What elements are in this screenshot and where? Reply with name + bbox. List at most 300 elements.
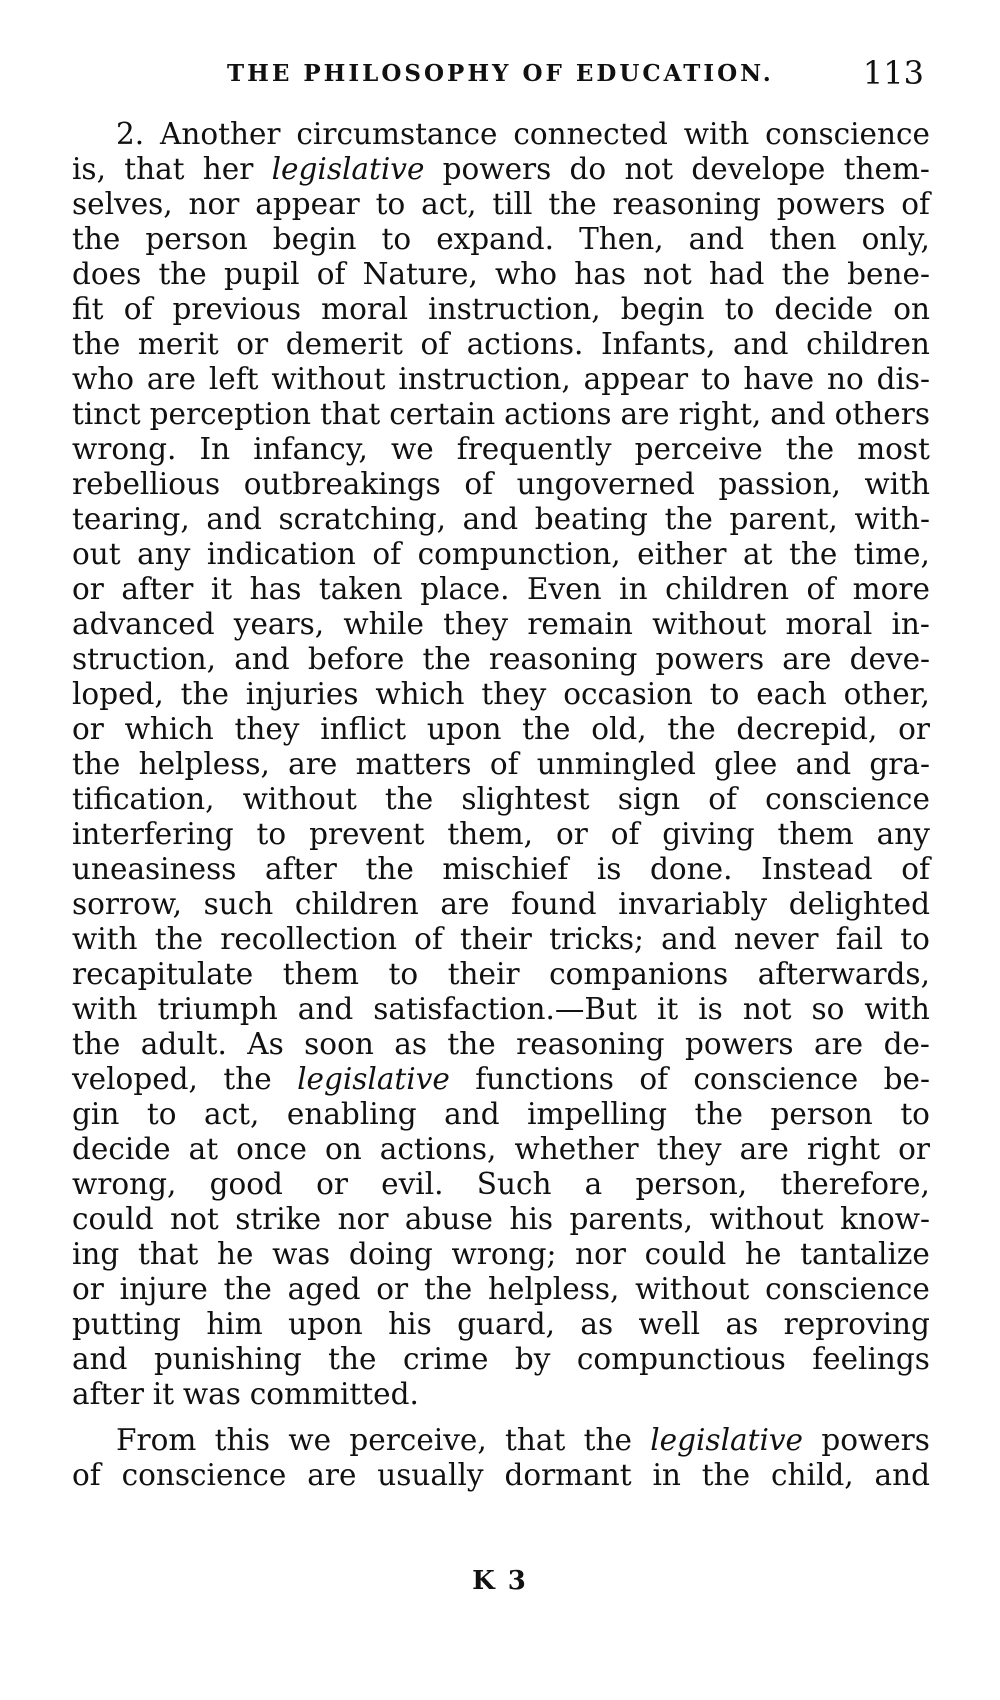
word: her [202,152,254,186]
word: invariably [618,887,768,921]
word: not [624,152,674,186]
word: tinct [72,397,141,431]
word: recollection [220,922,397,956]
word: the [328,1342,377,1376]
word: Infants, [600,327,716,361]
word: aged [287,1272,361,1306]
word: as [725,1307,759,1341]
word: of [123,292,153,326]
word: them [282,957,360,991]
word: had [708,257,765,291]
word: enabling [286,1097,417,1131]
word: perception [149,397,311,431]
page-number: 113 [862,54,924,92]
word: more [852,572,930,606]
word: he [744,1237,782,1271]
word: nor [575,1237,626,1271]
word: he [217,1237,254,1271]
word: upon [288,1307,363,1341]
word: are [440,887,490,921]
word: either [637,537,727,571]
word: the [365,852,414,886]
word: is [698,992,723,1026]
word: then [769,222,837,256]
word: and [444,1097,500,1131]
word: the [785,432,835,466]
word: appear [255,187,360,221]
word: are [620,397,670,431]
text-line [72,1027,930,1062]
text-line [72,712,930,747]
word: so [811,992,845,1026]
text-line [72,467,930,502]
word: or [72,1272,104,1306]
word: person, [635,1167,748,1201]
word: merit [137,327,219,361]
word: dormant [504,1458,632,1492]
word: infancy, [253,432,368,466]
word: child, [770,1458,854,1492]
text-line [72,1272,930,1307]
word: powers [821,1423,930,1457]
word: are [288,747,338,781]
word: have [743,362,815,396]
word: abuse [404,1202,493,1236]
word: conscience [121,1458,287,1492]
word: was [182,1377,241,1411]
word: or [376,1272,409,1306]
text-line [72,257,930,292]
text-line [72,152,930,187]
word: with- [854,502,930,536]
word: till [492,187,533,221]
word: to [709,677,740,711]
text-line [72,327,930,362]
word: the [664,502,713,536]
word: wrong, [72,1167,177,1201]
word: loped, [72,677,164,711]
word: the [158,257,207,291]
word: not [643,257,692,291]
word: reasoning [489,642,638,676]
word: done. [650,852,733,886]
word: unmingled [536,747,696,781]
word: begin [620,292,705,326]
word: actions, [379,1132,497,1166]
word: parent, [729,502,838,536]
word: that [319,397,381,431]
word: or [898,1132,930,1166]
word: his [388,1307,432,1341]
body-text [72,117,930,1493]
text-line [72,432,930,467]
word: act, [421,187,477,221]
word: strike [235,1202,322,1236]
word: compunctious [576,1342,786,1376]
word: of [316,257,346,291]
word: decide [774,292,874,326]
word: know- [840,1202,930,1236]
word: them [777,817,854,851]
word: veloped, [72,1062,198,1096]
word: without [652,607,767,641]
word: who [495,257,558,291]
word: inflict [320,712,407,746]
word: the [223,1062,272,1096]
word: of [639,1062,668,1096]
word: gin [72,1097,120,1131]
word: or [72,712,104,746]
word: or [236,327,269,361]
word: actions [504,397,612,431]
word: decide [72,1132,171,1166]
word: has [249,572,302,606]
word: children [806,327,930,361]
running-title: THE PHILOSOPHY OF EDUCATION. [227,60,774,87]
word: be- [883,1062,930,1096]
text-line [72,1377,930,1412]
word: legislative [650,1423,804,1457]
word: left [208,362,259,396]
word: tricks; [549,922,644,956]
text-line [72,362,930,397]
word: of [610,817,640,851]
word: of [372,537,402,571]
word: or [555,817,588,851]
word: are [146,362,196,396]
word: of [414,922,443,956]
word: they [656,1132,722,1166]
word: giving [662,817,755,851]
text-line [72,502,930,537]
word: or [316,1167,348,1201]
word: sign [617,782,681,816]
word: to [724,292,755,326]
word: we [390,432,434,466]
word: person [770,1097,873,1131]
word: children [665,572,789,606]
text-line [72,922,930,957]
word: of [806,572,836,606]
word: by [514,1342,551,1376]
word: nor [337,1202,389,1236]
word: this [214,1423,271,1457]
text-line [72,1132,930,1167]
word: the [384,782,434,816]
word: after [121,572,194,606]
word: not [170,1202,219,1236]
word: scratching, [278,502,446,536]
word: the [72,327,121,361]
word: could [72,1202,154,1236]
text-line [72,992,930,1027]
word: the [701,1458,751,1492]
word: each [756,677,827,711]
word: legislative [297,1062,450,1096]
word: it [210,572,233,606]
word: passion, [718,467,841,501]
word: doing [348,1237,433,1271]
text-line [72,537,930,572]
word: once [236,1132,307,1166]
word: tification, [72,782,215,816]
word: with [72,922,138,956]
word: decrepid, [736,712,878,746]
word: and [234,642,290,676]
word: such [203,887,274,921]
word: moral [785,607,873,641]
word: is [596,852,622,886]
word: circumstance [296,117,498,151]
word: recapitulate [72,957,254,991]
word: it [152,1377,175,1411]
word: triumph [157,992,278,1026]
word: old, [591,712,647,746]
word: that [124,152,185,186]
word: moral [321,292,408,326]
word: 2. [116,117,145,151]
word: them, [447,817,534,851]
word: them- [843,152,930,186]
word: Another [160,117,281,151]
word: to [900,1097,930,1131]
word: act, [204,1097,260,1131]
text-line [72,957,930,992]
word: right, [678,397,762,431]
word: previous [172,292,301,326]
word: other, [843,677,930,711]
word: soon [304,1027,374,1061]
word: the [180,677,229,711]
word: of [708,782,737,816]
word: evil. [381,1167,444,1201]
word: and [874,1458,930,1492]
word: of [420,327,450,361]
word: years, [233,607,325,641]
word: children [294,887,419,921]
word: on [893,292,930,326]
word: the [548,187,597,221]
word: on [324,1132,362,1166]
word: to [388,957,419,991]
word: instruction, [428,292,601,326]
word: has [574,257,626,291]
word: mischief [442,852,569,886]
word: after [72,1377,144,1411]
word: interfering [72,817,234,851]
text-line [72,642,930,677]
word: any [137,537,191,571]
word: indication [206,537,356,571]
word: feelings [812,1342,930,1376]
word: compunction, [417,537,621,571]
word: at [188,1132,219,1166]
word: before [307,642,405,676]
word: with [683,117,750,151]
word: fit [72,292,104,326]
word: the [223,1272,272,1306]
word: powers [442,152,552,186]
text-line [72,1423,930,1458]
word: occasion [563,677,693,711]
word: dis- [876,362,930,396]
word: only, [861,222,930,256]
word: glee [714,747,778,781]
text-line [72,572,930,607]
word: without [709,1202,824,1236]
word: to [700,362,731,396]
word: perceive [634,432,763,466]
word: they [234,712,300,746]
word: certain [389,397,496,431]
word: slightest [461,782,590,816]
text-line [72,187,930,222]
word: guard, [457,1307,555,1341]
word: to [256,817,287,851]
word: at [743,537,773,571]
word: the [447,1027,496,1061]
text-line [72,677,930,712]
word: and [72,1342,128,1376]
word: his [509,1202,554,1236]
word: with [864,467,930,501]
word: the [423,1272,473,1306]
word: perceive, [349,1423,487,1457]
word: begin [272,222,357,256]
word: and [206,502,262,536]
word: him [206,1307,263,1341]
word: demerit [285,327,403,361]
word: while [343,607,424,641]
paragraph-gap [72,1412,930,1423]
word: remain [527,607,633,641]
word: frequently [456,432,612,466]
word: matters [355,747,472,781]
word: struction, [72,642,217,676]
word: de- [883,1027,930,1061]
word: without [635,1272,750,1306]
word: are [739,1132,789,1166]
word: expand. [436,222,555,256]
word: selves, [72,187,173,221]
word: and [770,397,826,431]
word: committed. [249,1377,419,1411]
word: develope [691,152,826,186]
word: From [116,1423,197,1457]
text-line [72,397,930,432]
word: prevent [309,817,425,851]
word: and [661,922,717,956]
word: Nature, [362,257,478,291]
word: and [733,327,789,361]
word: taken [318,572,403,606]
word: the [667,712,716,746]
word: appear [583,362,689,396]
text-line [72,747,930,782]
word: are [813,1027,864,1061]
word: satisfaction.—But [373,992,637,1026]
word: nor [188,187,240,221]
word: as [394,1027,427,1061]
word: In [199,432,231,466]
word: afterwards, [757,957,930,991]
word: no [826,362,864,396]
word: sorrow, [72,887,182,921]
word: the [583,1423,632,1457]
word: the [781,257,830,291]
word: the [154,922,204,956]
word: gra- [869,747,930,781]
word: of [489,747,519,781]
word: that [138,1237,199,1271]
word: fail [835,922,884,956]
word: powers [776,187,886,221]
word: do [569,152,607,186]
word: Such [476,1167,552,1201]
word: with [72,992,138,1026]
word: of [901,852,930,886]
word: wrong. [72,432,177,466]
word: in- [891,607,930,641]
word: in [619,572,648,606]
word: never [733,922,819,956]
word: crime [402,1342,489,1376]
page-header [72,54,932,94]
word: to [900,922,930,956]
word: the [72,1027,121,1061]
word: beating [534,502,648,536]
paragraph [72,1423,930,1493]
word: helpless, [138,747,270,781]
text-line [72,1202,930,1237]
word: any [876,817,930,851]
word: which [124,712,214,746]
word: Even [526,572,602,606]
word: and [462,502,519,536]
word: could [644,1237,727,1271]
word: uneasiness [72,852,237,886]
word: conscience [765,117,930,151]
word: deve- [849,642,930,676]
word: parents, [569,1202,693,1236]
word: others [834,397,930,431]
word: whether [514,1132,639,1166]
word: of [901,187,930,221]
word: found [511,887,597,921]
word: punishing [153,1342,302,1376]
word: does [72,257,142,291]
word: person [145,222,248,256]
paragraph [72,117,930,1412]
text-line [72,782,930,817]
word: injure [119,1272,208,1306]
word: adult. [140,1027,227,1061]
text-line [72,817,930,852]
word: to [381,222,412,256]
word: was [272,1237,331,1271]
word: the [72,222,121,256]
word: of [464,467,494,501]
word: powers [655,642,765,676]
word: of [72,1458,101,1492]
word: tearing, [72,502,190,536]
text-line [72,292,930,327]
word: the [788,537,838,571]
word: they [481,677,547,711]
word: in [652,1458,681,1492]
word: ing [72,1237,120,1271]
word: their [460,922,532,956]
